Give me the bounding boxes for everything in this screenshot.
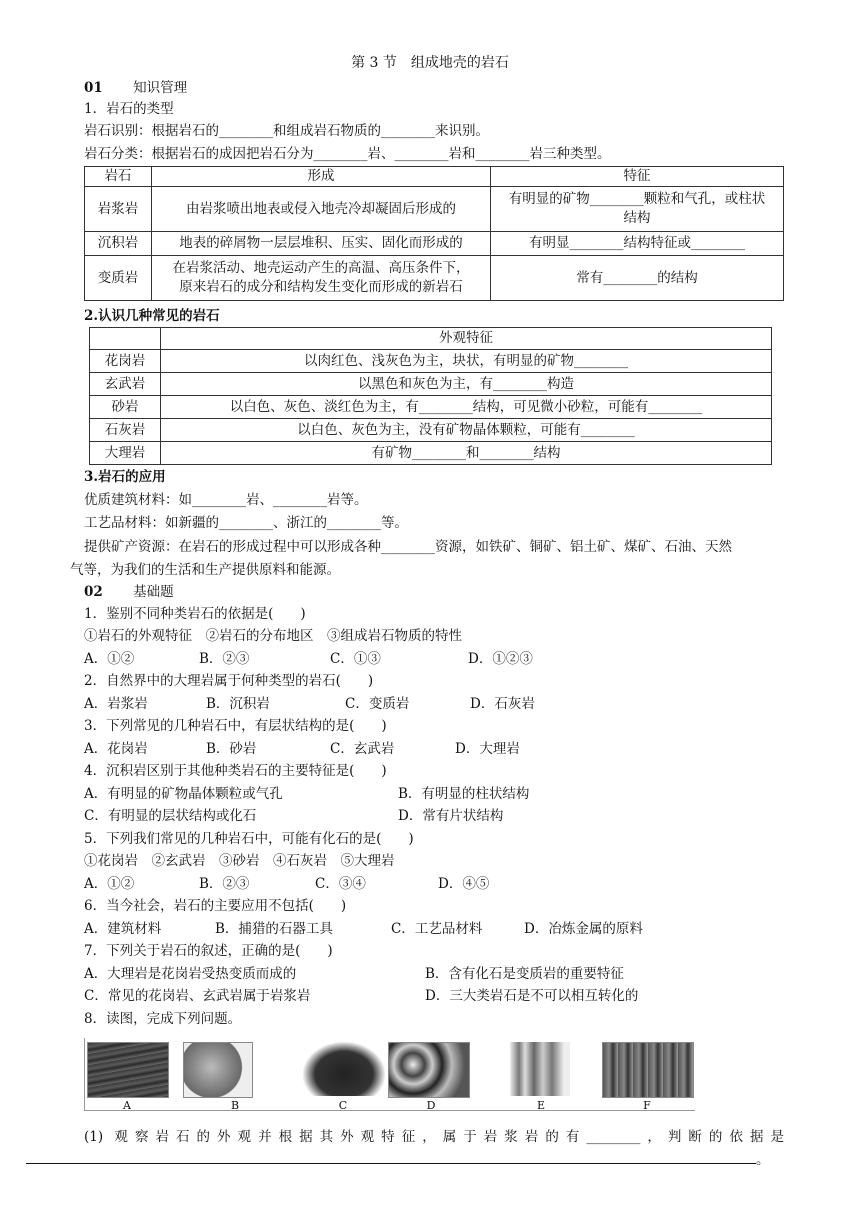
- option: D．大理岩: [455, 741, 520, 757]
- cell-line: 原来岩石的成分和结构发生变化而形成的新岩石: [179, 279, 463, 295]
- table-header: 形成: [152, 167, 491, 187]
- option: D．石灰岩: [470, 696, 535, 712]
- table-cell: 地表的碎屑物一层层堆积、压实、固化而形成的: [152, 232, 491, 256]
- table-cell: 以肉红色、浅灰色为主，块状，有明显的矿物________: [161, 350, 772, 373]
- photo-label: B: [230, 1099, 240, 1112]
- table-cell: 大理岩: [90, 442, 161, 465]
- option: B．有明显的柱状结构: [398, 786, 530, 802]
- table-header: 岩石: [85, 167, 152, 187]
- table-cell: 沉积岩: [85, 232, 152, 256]
- option: A．①②: [84, 876, 135, 892]
- photo-label: E: [536, 1099, 546, 1112]
- option: A．大理岩是花岗岩受热变质而成的: [84, 966, 297, 982]
- rock-photo-b: [183, 1042, 253, 1098]
- rock-photo-a: [87, 1042, 169, 1098]
- option: C．变质岩: [345, 696, 410, 712]
- k3-line3: 提供矿产资源：在岩石的形成过程中可以形成各种________资源，如铁矿、铜矿、铝土矿、煤矿、石油、天然: [84, 539, 732, 555]
- option: B．②③: [199, 651, 250, 667]
- k3-line2: 工艺品材料：如新疆的________、浙江的________等。: [84, 515, 408, 531]
- option: A．有明显的矿物晶体颗粒或气孔: [84, 786, 283, 802]
- photo-label: A: [123, 1099, 131, 1112]
- table-cell: 变质岩: [85, 256, 152, 301]
- k3-line1: 优质建筑材料：如________岩、________岩等。: [84, 492, 368, 508]
- option: C．玄武岩: [330, 741, 395, 757]
- photo-label: D: [426, 1099, 436, 1112]
- page-title: 第 3 节 组成地壳的岩石: [351, 55, 509, 71]
- option: B．含有化石是变质岩的重要特征: [425, 966, 624, 982]
- k1-heading: 1．岩石的类型: [84, 101, 174, 117]
- section-1-heading: [84, 78, 187, 98]
- question-3: 3．下列常见的几种岩石中，有层状结构的是( ): [84, 718, 387, 734]
- table-cell: 有矿物________和________结构: [161, 442, 772, 465]
- option: A．花岗岩: [84, 741, 148, 757]
- k3-line4: 气等，为我们的生活和生产提供原料和能源。: [70, 562, 340, 578]
- k1-line1: 岩石识别：根据岩石的________和组成岩石物质的________来识别。: [84, 123, 489, 139]
- option: B．②③: [199, 876, 250, 892]
- section-name: 知识管理: [133, 80, 188, 96]
- cell-line: 在岩浆活动、地壳运动产生的高温、高压条件下，: [172, 260, 470, 276]
- option: B．捕猎的石器工具: [215, 921, 333, 937]
- table-cell: 以白色、灰色为主，没有矿物晶体颗粒，可能有________: [161, 419, 772, 442]
- cell-line: 结构: [623, 210, 651, 226]
- table-cell: 以黑色和灰色为主，有________构造: [161, 373, 772, 396]
- option: C．常见的花岗岩、玄武岩属于岩浆岩: [84, 988, 311, 1004]
- option: A．建筑材料: [84, 921, 162, 937]
- question-8: 8．读图，完成下列问题。: [84, 1011, 242, 1027]
- rock-photo-e: [510, 1042, 570, 1096]
- rock-type-table: [84, 166, 784, 301]
- option: B．沉积岩: [206, 696, 270, 712]
- option: C．工艺品材料: [391, 921, 483, 937]
- answer-line: [26, 1150, 770, 1170]
- photo-label: C: [338, 1099, 348, 1112]
- table-cell: [152, 256, 491, 301]
- question-6: 6．当今社会，岩石的主要应用不包括( ): [84, 898, 347, 914]
- rock-photo-c: [303, 1042, 385, 1096]
- rock-photo-d: [388, 1042, 470, 1098]
- question-1: 1．鉴别不同种类岩石的依据是( ): [84, 606, 306, 622]
- option: D．常有片状结构: [398, 808, 504, 824]
- k2-heading: 2.认识几种常见的岩石: [84, 308, 220, 324]
- question-5-items: ①花岗岩 ②玄武岩 ③砂岩 ④石灰岩 ⑤大理岩: [84, 853, 395, 869]
- question-5: 5．下列我们常见的几种岩石中，可能有化石的是( ): [84, 831, 414, 847]
- option: D．④⑤: [438, 876, 490, 892]
- k3-heading: 3.岩石的应用: [84, 469, 166, 485]
- option: D．冶炼金属的原料: [524, 921, 643, 937]
- table-header: 特征: [491, 167, 784, 187]
- answer-end: 。: [756, 1152, 770, 1168]
- option: D．三大类岩石是不可以相互转化的: [425, 988, 639, 1004]
- photo-label: F: [643, 1099, 651, 1112]
- option: A．①②: [84, 651, 135, 667]
- option: C．有明显的层状结构或化石: [84, 808, 257, 824]
- option: B．砂岩: [206, 741, 257, 757]
- option: D．①②③: [468, 651, 533, 667]
- table-cell: 岩浆岩: [85, 187, 152, 232]
- rock-photo-f: [602, 1042, 694, 1098]
- common-rocks-table: [89, 327, 772, 465]
- table-cell: 花岗岩: [90, 350, 161, 373]
- section-number: 02: [84, 584, 103, 600]
- section-2-heading: [84, 582, 174, 602]
- table-cell: 由岩浆喷出地表或侵入地壳冷却凝固后形成的: [152, 187, 491, 232]
- option: A．岩浆岩: [84, 696, 148, 712]
- question-1-items: ①岩石的外观特征 ②岩石的分布地区 ③组成岩石物质的特性: [84, 628, 462, 644]
- option: C．①③: [330, 651, 381, 667]
- question-7: 7．下列关于岩石的叙述，正确的是( ): [84, 943, 333, 959]
- table-cell: 砂岩: [90, 396, 161, 419]
- question-4: 4．沉积岩区别于其他种类岩石的主要特征是( ): [84, 763, 387, 779]
- question-2: 2．自然界中的大理岩属于何种类型的岩石( ): [84, 673, 374, 689]
- table-cell: 有明显________结构特征或________: [491, 232, 784, 256]
- k1-line2: 岩石分类：根据岩石的成因把岩石分为________岩、________岩和________岩三种类型。: [84, 146, 611, 162]
- question-8-part-1: (1) 观察岩石的外观并根据其外观特征，属于岩浆岩的有________，判断的依据是: [84, 1129, 784, 1145]
- section-name: 基础题: [133, 584, 174, 600]
- table-cell: 玄武岩: [90, 373, 161, 396]
- table-cell: 石灰岩: [90, 419, 161, 442]
- answer-blank[interactable]: [26, 1163, 756, 1164]
- section-number: 01: [84, 80, 103, 96]
- table-header: [90, 328, 161, 350]
- table-header: 外观特征: [161, 328, 772, 350]
- rock-photo-strip: [84, 1038, 695, 1111]
- option: C．③④: [315, 876, 366, 892]
- cell-line: 有明显的矿物________颗粒和气孔，或柱状: [508, 191, 766, 207]
- table-cell: [491, 187, 784, 232]
- table-cell: 以白色、灰色、淡红色为主，有________结构，可见微小砂粒，可能有________: [161, 396, 772, 419]
- table-cell: 常有________的结构: [491, 256, 784, 301]
